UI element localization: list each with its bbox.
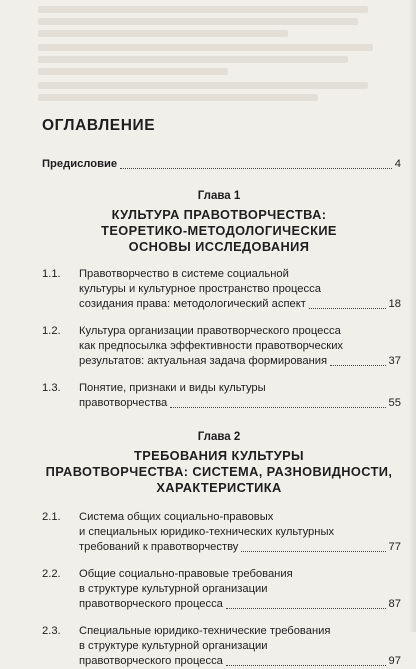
- page-number: 4: [394, 158, 401, 170]
- section-number: 2.3.: [42, 625, 61, 637]
- leader-dots: [309, 308, 386, 309]
- toc-entry-2-3[interactable]: [40, 624, 401, 669]
- chapter-number: Глава 1: [197, 190, 241, 202]
- chapter-title: ТРЕБОВАНИЯ КУЛЬТУРЫ ПРАВОТВОРЧЕСТВА: СИСТЕМА, РАЗНОВИДНОСТИ, ХАРАКТЕРИСТИКА: [45, 448, 393, 495]
- page-number: 77: [388, 541, 401, 553]
- page-number: 97: [388, 655, 401, 667]
- section-number: 2.2.: [42, 568, 61, 580]
- section-title-line: требований к правотворчеству: [79, 541, 239, 553]
- leader-dots: [330, 365, 385, 366]
- toc-entry-2-1[interactable]: [40, 510, 401, 555]
- section-title-line: как предпосылка эффективности правотворческих: [79, 340, 344, 352]
- preface-label: Предисловие: [42, 158, 118, 170]
- section-title-line: культуры и культурное пространство процесса: [79, 283, 321, 295]
- section-title-line: созидания права: методологический аспект: [79, 298, 306, 310]
- leader-dots: [226, 608, 386, 609]
- section-title-line: Система общих социально-правовых: [79, 511, 274, 523]
- section-title-line: в структуре культурной организации: [79, 640, 268, 652]
- toc-entry-2-2[interactable]: [40, 567, 401, 612]
- section-title-line: правотворчества: [79, 397, 168, 409]
- section-number: 2.1.: [42, 511, 61, 523]
- section-number: 1.2.: [42, 325, 61, 337]
- page-edge-shadow: [408, 0, 416, 632]
- page-number: 18: [388, 298, 401, 310]
- toc-entry-1-2[interactable]: [40, 324, 401, 369]
- page-number: 55: [388, 397, 401, 409]
- section-title-line: результатов: актуальная задача формирования: [79, 355, 328, 367]
- toc-title: ОГЛАВЛЕНИЕ: [42, 117, 156, 134]
- section-title-line: и специальных юридико-технических культурных: [79, 526, 335, 538]
- section-title-line: Правотворчество в системе социальной: [79, 268, 289, 280]
- leader-dots: [120, 168, 392, 169]
- show-through-text: [0, 0, 416, 108]
- section-title-line: Понятие, признаки и виды культуры: [79, 382, 266, 394]
- page-number: 87: [388, 598, 401, 610]
- chapter-title: КУЛЬТУРА ПРАВОТВОРЧЕСТВА: ТЕОРЕТИКО-МЕТОДОЛОГИЧЕСКИЕ ОСНОВЫ ИССЛЕДОВАНИЯ: [101, 207, 337, 254]
- section-title-line: Общие социально-правовые требования: [79, 568, 293, 580]
- section-title-line: Культура организации правотворческого процесса: [79, 325, 341, 337]
- chapter-number: Глава 2: [197, 431, 241, 443]
- toc-entry-preface[interactable]: [42, 157, 401, 172]
- leader-dots: [241, 551, 385, 552]
- section-title-line: в структуре культурной организации: [79, 583, 268, 595]
- page-number: 37: [388, 355, 401, 367]
- toc-entry-1-3[interactable]: [40, 381, 401, 411]
- toc-page: [40, 117, 401, 669]
- leader-dots: [170, 407, 385, 408]
- section-title-line: правотворческого процесса: [79, 598, 223, 610]
- section-number: 1.3.: [42, 382, 61, 394]
- section-number: 1.1.: [42, 268, 61, 280]
- toc-entry-1-1[interactable]: [40, 267, 401, 312]
- chapter-heading: [40, 190, 398, 255]
- section-title-line: правотворческого процесса: [79, 655, 223, 667]
- chapter-heading: [40, 431, 398, 496]
- leader-dots: [226, 665, 386, 666]
- section-title-line: Специальные юридико-технические требования: [79, 625, 331, 637]
